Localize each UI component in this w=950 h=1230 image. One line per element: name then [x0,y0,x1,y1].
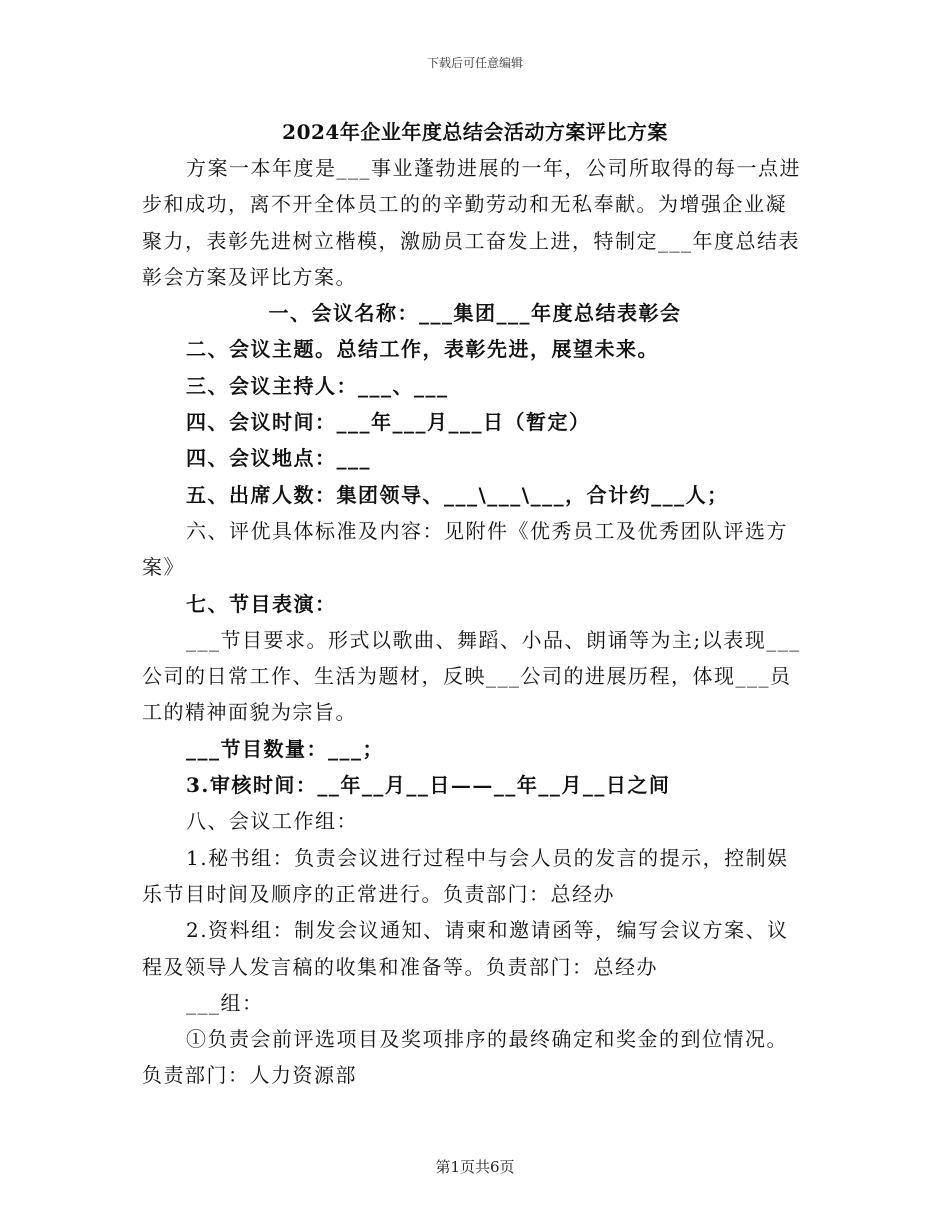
header-note: 下载后可任意编辑 [426,56,523,70]
unnamed-group: ___组： [186,990,264,1015]
section-meeting-name: 一、会议名称：___集团___年度总结表彰会 [268,301,682,326]
performance-count: ___节目数量：___； [186,736,384,761]
section-criteria: 六、评优具体标准及内容：见附件《优秀员工及优秀团队评选方案》 [142,518,788,580]
intro-paragraph: 方案一本年度是___事业蓬勃进展的一年，公司所取得的每一点进步和成功，离不开全体员工的的辛勤劳动和无私奉献。为增强企业凝聚力，表彰先进树立楷模，激励员工奋发上进，特制定___年度总结表彰会方案及评比方案。 [142,156,801,289]
page-footer: 第1页共6页 [435,1158,515,1176]
section-working-groups: 八、会议工作组： [186,809,358,834]
section-meeting-time: 四、会议时间：___年___月___日（暂定） [186,410,591,435]
section-attendees: 五、出席人数：集团领导、___\___\___，合计约___人； [186,482,729,507]
section-meeting-venue: 四、会议地点：___ [186,446,371,471]
materials-group: 2.资料组：制发会议通知、请柬和邀请函等，编写会议方案、议程及领导人发言稿的收集和准备等。负责部门：总经办 [142,918,789,979]
review-time: 3.审核时间：__年__月__日——__年__月__日之间 [186,773,671,798]
section-performances: 七、节目表演： [186,591,337,616]
section-meeting-theme: 二、会议主题。总结工作，表彰先进，展望未来。 [186,337,659,362]
document-body [142,150,808,1094]
section-meeting-host: 三、会议主持人：___、___ [186,373,449,398]
secretary-group: 1.秘书组：负责会议进行过程中与会人员的发言的提示，控制娱乐节目时间及顺序的正常进行。负责部门：总经办 [142,845,789,906]
performance-requirements: ___节目要求。形式以歌曲、舞蹈、小品、朗诵等为主;以表现___公司的日常工作、生活为题材，反映___公司的进展历程，体现___员工的精神面貌为宗旨。 [142,627,801,725]
group-duty-item: ①负责会前评选项目及奖项排序的最终确定和奖金的到位情况。负责部门：人力资源部 [142,1027,788,1088]
document-title: 2024年企业年度总结会活动方案评比方案 [282,120,668,144]
